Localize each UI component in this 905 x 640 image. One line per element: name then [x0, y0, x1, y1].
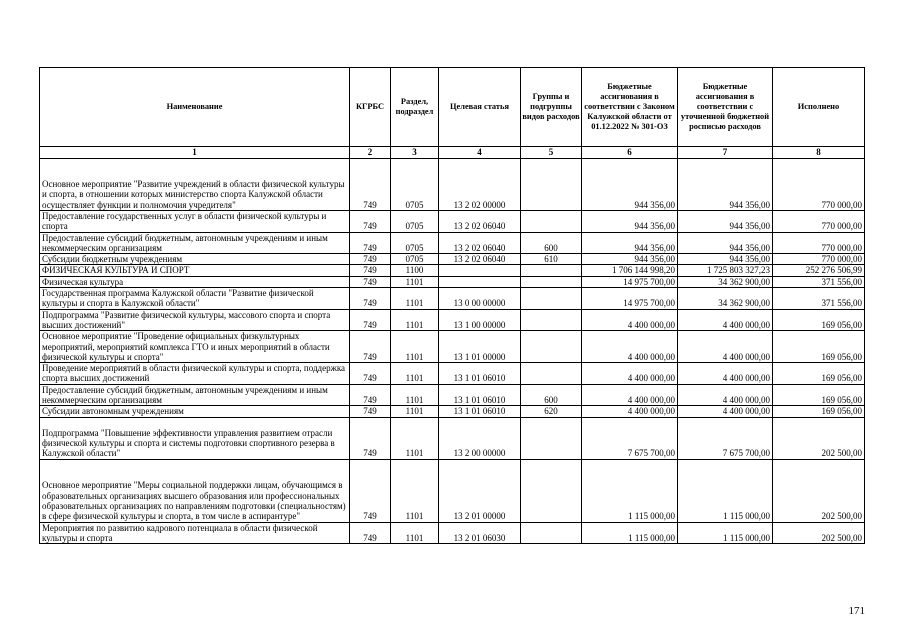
- row-kgrbs-cell: 749: [350, 254, 391, 265]
- row-kgrbs-cell: 749: [350, 459, 391, 522]
- table-row: [40, 288, 865, 310]
- row-name-cell: Физическая культура: [40, 276, 350, 287]
- row-group-cell: 600: [521, 384, 582, 406]
- table-row: [40, 459, 865, 522]
- column-number: 7: [678, 147, 773, 159]
- row-kgrbs-cell: 749: [350, 406, 391, 417]
- row-executed-cell: 770 000,00: [773, 232, 865, 254]
- budget-table: [39, 67, 865, 544]
- row-group-cell: [521, 363, 582, 385]
- row-name-cell: Мероприятия по развитию кадрового потенциала в области физической культуры и спорта: [40, 522, 350, 544]
- row-target-cell: 13 1 00 00000: [439, 309, 521, 331]
- row-target-cell: 13 2 01 06030: [439, 522, 521, 544]
- row-target-cell: 13 1 01 00000: [439, 331, 521, 363]
- row-kgrbs-cell: 749: [350, 288, 391, 310]
- row-law-allocation-cell: 7 675 700,00: [582, 417, 678, 459]
- row-target-cell: 13 2 02 06040: [439, 232, 521, 254]
- row-name-cell: Субсидии автономным учреждениям: [40, 406, 350, 417]
- row-updated-allocation-cell: 34 362 900,00: [678, 276, 773, 287]
- row-kgrbs-cell: 749: [350, 363, 391, 385]
- row-group-cell: [521, 522, 582, 544]
- column-number: 4: [439, 147, 521, 159]
- row-name-cell: Субсидии бюджетным учреждениям: [40, 254, 350, 265]
- row-target-cell: 13 0 00 00000: [439, 288, 521, 310]
- row-target-cell: 13 2 01 00000: [439, 459, 521, 522]
- table-row: [40, 384, 865, 406]
- row-updated-allocation-cell: 7 675 700,00: [678, 417, 773, 459]
- row-updated-allocation-cell: 34 362 900,00: [678, 288, 773, 310]
- row-name-cell: Подпрограмма "Развитие физической культуры, массового спорта и спорта высших достижений": [40, 309, 350, 331]
- row-executed-cell: 202 500,00: [773, 417, 865, 459]
- table-row: [40, 276, 865, 287]
- row-name-cell: Государственная программа Калужской области "Развитие физической культуры и спорта в Калужской области": [40, 288, 350, 310]
- row-law-allocation-cell: 4 400 000,00: [582, 331, 678, 363]
- row-kgrbs-cell: 749: [350, 309, 391, 331]
- row-law-allocation-cell: 1 115 000,00: [582, 522, 678, 544]
- row-group-cell: [521, 417, 582, 459]
- row-group-cell: [521, 288, 582, 310]
- row-target-cell: [439, 276, 521, 287]
- row-name-cell: Основное мероприятие "Проведение официальных физкультурных мероприятий, мероприятий комплекса ГТО и иных мероприятий в области физической культуры и спорта": [40, 331, 350, 363]
- row-updated-allocation-cell: 944 356,00: [678, 211, 773, 233]
- row-updated-allocation-cell: 944 356,00: [678, 159, 773, 211]
- header-target: Целевая статья: [439, 68, 521, 147]
- row-kgrbs-cell: 749: [350, 159, 391, 211]
- row-law-allocation-cell: 14 975 700,00: [582, 288, 678, 310]
- row-law-allocation-cell: 944 356,00: [582, 159, 678, 211]
- row-kgrbs-cell: 749: [350, 384, 391, 406]
- column-number: 8: [773, 147, 865, 159]
- row-executed-cell: 169 056,00: [773, 331, 865, 363]
- row-group-cell: [521, 265, 582, 276]
- row-executed-cell: 169 056,00: [773, 309, 865, 331]
- table-row: [40, 363, 865, 385]
- table-row: [40, 254, 865, 265]
- row-group-cell: 600: [521, 232, 582, 254]
- row-law-allocation-cell: 4 400 000,00: [582, 406, 678, 417]
- row-kgrbs-cell: 749: [350, 211, 391, 233]
- column-number: 2: [350, 147, 391, 159]
- row-section-cell: 0705: [391, 232, 439, 254]
- row-section-cell: 0705: [391, 254, 439, 265]
- row-group-cell: [521, 309, 582, 331]
- table-row: [40, 331, 865, 363]
- row-name-cell: Подпрограмма "Повышение эффективности управления развитием отрасли физической культуры и спорта и системы подготовки спортивного резерва в Калужской области": [40, 417, 350, 459]
- row-law-allocation-cell: 4 400 000,00: [582, 384, 678, 406]
- row-kgrbs-cell: 749: [350, 276, 391, 287]
- row-executed-cell: 770 000,00: [773, 159, 865, 211]
- row-law-allocation-cell: 944 356,00: [582, 254, 678, 265]
- row-name-cell: Предоставление субсидий бюджетным, автономным учреждениям и иным некоммерческим организациям: [40, 384, 350, 406]
- row-section-cell: 1101: [391, 406, 439, 417]
- row-executed-cell: 770 000,00: [773, 211, 865, 233]
- row-updated-allocation-cell: 4 400 000,00: [678, 363, 773, 385]
- row-law-allocation-cell: 14 975 700,00: [582, 276, 678, 287]
- row-updated-allocation-cell: 4 400 000,00: [678, 309, 773, 331]
- row-updated-allocation-cell: 944 356,00: [678, 232, 773, 254]
- table-row: [40, 211, 865, 233]
- row-name-cell: Предоставление субсидий бюджетным, автономным учреждениям и иным некоммерческим организациям: [40, 232, 350, 254]
- row-executed-cell: 169 056,00: [773, 384, 865, 406]
- row-law-allocation-cell: 1 115 000,00: [582, 459, 678, 522]
- row-target-cell: 13 1 01 06010: [439, 406, 521, 417]
- row-section-cell: 1100: [391, 265, 439, 276]
- row-section-cell: 1101: [391, 459, 439, 522]
- row-name-cell: Основное мероприятие "Меры социальной поддержки лицам, обучающимся в образовательных организациях высшего образования или профессиональных образовательных организациях по направлениям подготовки (специальностям) в сфере физической культуры и спорта, в том числе в аспирантуре": [40, 459, 350, 522]
- row-name-cell: Предоставление государственных услуг в области физической культуры и спорта: [40, 211, 350, 233]
- header-section: Раздел, подраздел: [391, 68, 439, 147]
- row-kgrbs-cell: 749: [350, 417, 391, 459]
- row-target-cell: 13 2 02 00000: [439, 159, 521, 211]
- header-name: Наименование: [40, 68, 350, 147]
- row-updated-allocation-cell: 1 115 000,00: [678, 522, 773, 544]
- table-row: [40, 159, 865, 211]
- row-kgrbs-cell: 749: [350, 265, 391, 276]
- header-executed: Исполнено: [773, 68, 865, 147]
- table-row: [40, 417, 865, 459]
- row-group-cell: [521, 331, 582, 363]
- column-number-row: [40, 147, 865, 159]
- row-executed-cell: 371 556,00: [773, 276, 865, 287]
- row-law-allocation-cell: 944 356,00: [582, 232, 678, 254]
- row-section-cell: 1101: [391, 331, 439, 363]
- row-name-cell: ФИЗИЧЕСКАЯ КУЛЬТУРА И СПОРТ: [40, 265, 350, 276]
- page-number: 171: [848, 605, 865, 617]
- row-executed-cell: 202 500,00: [773, 459, 865, 522]
- column-number: 1: [40, 147, 350, 159]
- row-section-cell: 1101: [391, 384, 439, 406]
- row-updated-allocation-cell: 4 400 000,00: [678, 331, 773, 363]
- row-law-allocation-cell: 1 706 144 998,20: [582, 265, 678, 276]
- table-row: [40, 406, 865, 417]
- header-group: Группы и подгруппы видов расходов: [521, 68, 582, 147]
- row-section-cell: 1101: [391, 276, 439, 287]
- row-group-cell: [521, 276, 582, 287]
- row-group-cell: [521, 159, 582, 211]
- row-kgrbs-cell: 749: [350, 232, 391, 254]
- row-name-cell: Основное мероприятие "Развитие учреждений в области физической культуры и спорта, в отношении которых министерство спорта Калужской области осуществляет функции и полномочия учредителя": [40, 159, 350, 211]
- header-row: [40, 68, 865, 147]
- column-number: 3: [391, 147, 439, 159]
- row-executed-cell: 252 276 506,99: [773, 265, 865, 276]
- table-row: [40, 522, 865, 544]
- table-body: [40, 159, 865, 544]
- row-group-cell: [521, 211, 582, 233]
- row-target-cell: 13 1 01 06010: [439, 384, 521, 406]
- row-target-cell: 13 2 02 06040: [439, 254, 521, 265]
- row-executed-cell: 770 000,00: [773, 254, 865, 265]
- row-group-cell: 610: [521, 254, 582, 265]
- row-law-allocation-cell: 4 400 000,00: [582, 309, 678, 331]
- row-target-cell: 13 2 02 06040: [439, 211, 521, 233]
- row-section-cell: 1101: [391, 288, 439, 310]
- header-updated-allocations: Бюджетные ассигнования в соответствии с уточненной бюджетной росписью расходов: [678, 68, 773, 147]
- row-section-cell: 1101: [391, 522, 439, 544]
- row-section-cell: 1101: [391, 309, 439, 331]
- row-name-cell: Проведение мероприятий в области физической культуры и спорта, поддержка спорта высших достижений: [40, 363, 350, 385]
- table-row: [40, 265, 865, 276]
- row-updated-allocation-cell: 944 356,00: [678, 254, 773, 265]
- row-updated-allocation-cell: 4 400 000,00: [678, 384, 773, 406]
- row-group-cell: 620: [521, 406, 582, 417]
- row-target-cell: [439, 265, 521, 276]
- row-updated-allocation-cell: 1 115 000,00: [678, 459, 773, 522]
- row-executed-cell: 169 056,00: [773, 406, 865, 417]
- row-kgrbs-cell: 749: [350, 331, 391, 363]
- row-target-cell: 13 2 00 00000: [439, 417, 521, 459]
- row-section-cell: 0705: [391, 159, 439, 211]
- row-executed-cell: 169 056,00: [773, 363, 865, 385]
- column-number: 6: [582, 147, 678, 159]
- row-executed-cell: 202 500,00: [773, 522, 865, 544]
- table-row: [40, 232, 865, 254]
- row-law-allocation-cell: 944 356,00: [582, 211, 678, 233]
- header-law-allocations: Бюджетные ассигнования в соответствии с Законом Калужской области от 01.12.2022 № 301-ОЗ: [582, 68, 678, 147]
- row-executed-cell: 371 556,00: [773, 288, 865, 310]
- column-number: 5: [521, 147, 582, 159]
- row-kgrbs-cell: 749: [350, 522, 391, 544]
- row-section-cell: 1101: [391, 417, 439, 459]
- table-row: [40, 309, 865, 331]
- row-target-cell: 13 1 01 06010: [439, 363, 521, 385]
- row-group-cell: [521, 459, 582, 522]
- row-law-allocation-cell: 4 400 000,00: [582, 363, 678, 385]
- row-section-cell: 1101: [391, 363, 439, 385]
- row-updated-allocation-cell: 4 400 000,00: [678, 406, 773, 417]
- header-kgrbs: КГРБС: [350, 68, 391, 147]
- row-updated-allocation-cell: 1 725 803 327,23: [678, 265, 773, 276]
- row-section-cell: 0705: [391, 211, 439, 233]
